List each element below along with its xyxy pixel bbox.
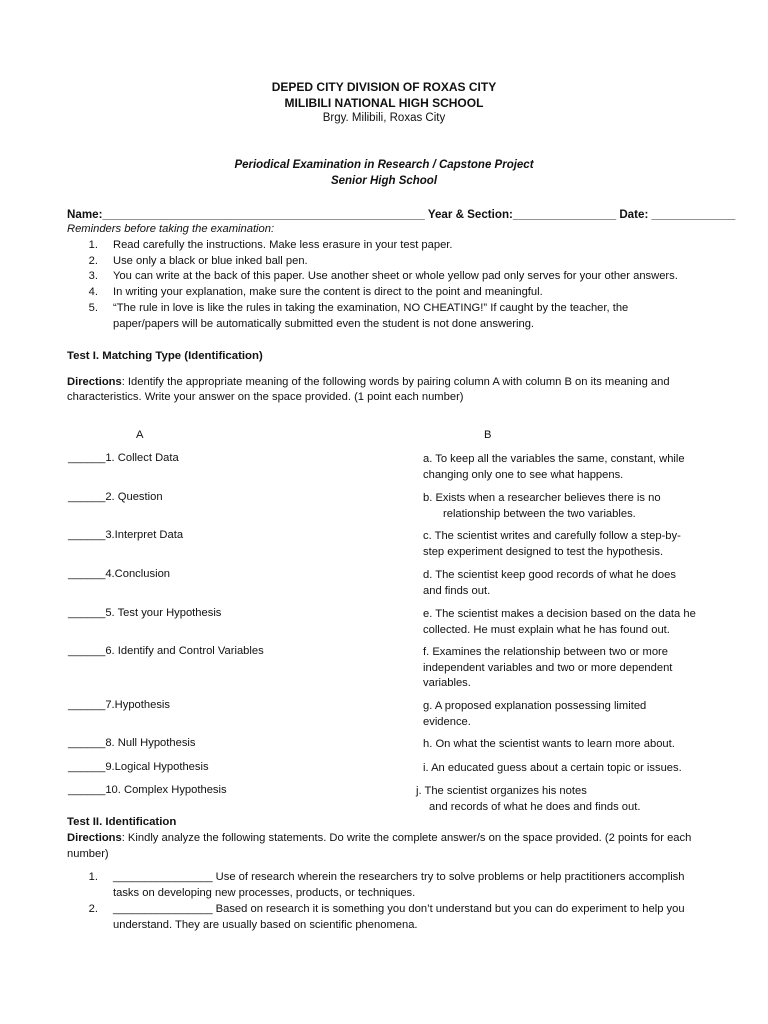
matching-item-a[interactable]: ______7.Hypothesis [68, 699, 171, 711]
matching-item-b [416, 784, 716, 815]
reminder-item: “The rule in love is like the rules in taking the examination, NO CHEATING!” If caught by the teacher, the [113, 302, 629, 314]
test2-directions-cont: number) [67, 848, 109, 860]
reminder-item-continuation: paper/papers will be automatically submitted even the student is not done answering. [113, 318, 535, 330]
reminder-item: Read carefully the instructions. Make less erasure in your test paper. [113, 239, 453, 251]
info-line [67, 208, 735, 221]
matching-item-b-line: b. Exists when a researcher believes there is no [423, 492, 661, 504]
reminder-item: In writing your explanation, make sure the content is direct to the point and meaningful. [113, 286, 543, 298]
matching-item-b-line: e. The scientist makes a decision based on the data he [423, 608, 696, 620]
directions-text: : Kindly analyze the following statements. Do write the complete answer/s on the space provided. (2 points for each [121, 832, 692, 844]
school-heading: MILIBILI NATIONAL HIGH SCHOOL [284, 96, 484, 110]
reminder-item: Use only a black or blue inked ball pen. [113, 255, 308, 267]
matching-item-b-line: independent variables and two or more dependent [423, 661, 673, 674]
matching-item-b [423, 607, 723, 638]
matching-item-a[interactable]: ______3.Interpret Data [68, 529, 184, 541]
exam-level: Senior High School [330, 175, 438, 187]
name-field[interactable]: Name:__________________________________________________ [67, 208, 425, 221]
matching-item-a[interactable]: ______6. Identify and Control Variables [68, 645, 264, 657]
matching-item-a[interactable]: ______10. Complex Hypothesis [68, 784, 227, 796]
matching-item-b-line: relationship between the two variables. [443, 507, 636, 520]
column-b-heading: B [484, 429, 492, 441]
identification-item-cont: tasks on developing new processes, products, or techniques. [113, 887, 416, 899]
matching-item-b [423, 529, 723, 560]
matching-item-a[interactable]: ______4.Conclusion [68, 568, 171, 580]
matching-item-b-line: f. Examines the relationship between two or more [423, 646, 669, 658]
directions-text: : Identify the appropriate meaning of the following words by pairing column A with column B on its meaning and [121, 376, 670, 388]
matching-item-b [423, 645, 723, 692]
matching-item-b-line: collected. He must explain what he has found out. [423, 623, 670, 636]
test2-directions [67, 832, 691, 844]
identification-number: 2. [88, 903, 98, 915]
matching-item-b-line: h. On what the scientist wants to learn more about. [423, 738, 675, 750]
matching-item-b-line: step experiment designed to test the hypothesis. [423, 545, 664, 558]
matching-item-b [423, 761, 723, 777]
matching-item-b-line: and records of what he does and finds out. [429, 800, 641, 813]
matching-item-b [423, 737, 723, 753]
reminder-number: 3. [88, 270, 98, 282]
matching-item-b-line: variables. [423, 677, 471, 689]
test1-directions [67, 376, 670, 388]
column-a-heading: A [136, 429, 144, 441]
matching-item-b-line: evidence. [423, 715, 471, 728]
school-address: Brgy. Milibili, Roxas City [322, 112, 446, 124]
matching-item-b-line: i. An educated guess about a certain topic or issues. [423, 762, 682, 774]
division-heading: DEPED CITY DIVISION OF ROXAS CITY [271, 80, 497, 94]
matching-item-b [423, 452, 723, 483]
test1-title: Test I. Matching Type (Identification) [67, 350, 263, 362]
matching-item-b-line: g. A proposed explanation possessing limited [423, 700, 647, 712]
matching-item-b-line: d. The scientist keep good records of what he does [423, 569, 676, 581]
identification-item[interactable]: ________________ Use of research wherein the researchers try to solve problems or help practitioners accomplish [113, 871, 685, 883]
reminder-number: 5. [88, 302, 98, 314]
reminder-item: You can write at the back of this paper. Use another sheet or whole yellow pad only serves for your other answers. [113, 270, 678, 282]
directions-label: Directions [67, 376, 122, 388]
matching-item-b-line: a. To keep all the variables the same, constant, while [423, 453, 685, 465]
matching-item-a[interactable]: ______1. Collect Data [68, 452, 179, 464]
reminder-number: 4. [88, 286, 98, 298]
reminder-number: 1. [88, 239, 98, 251]
exam-title: Periodical Examination in Research / Capstone Project [234, 159, 534, 171]
test1-directions-cont: characteristics. Write your answer on the space provided. (1 point each number) [67, 391, 464, 403]
matching-item-a[interactable]: ______5. Test your Hypothesis [68, 607, 222, 619]
test2-title: Test II. Identification [67, 816, 177, 828]
directions-label: Directions [67, 832, 122, 844]
matching-item-b-line: j. The scientist organizes his notes [416, 785, 587, 797]
matching-item-a[interactable]: ______2. Question [68, 491, 163, 503]
matching-item-b [423, 568, 723, 599]
matching-item-b-line: changing only one to see what happens. [423, 468, 624, 481]
identification-number: 1. [88, 871, 98, 883]
identification-item[interactable]: ________________ Based on research it is something you don’t understand but you can do experiment to help you [113, 903, 685, 915]
matching-item-b [423, 699, 723, 730]
identification-item-cont: understand. They are usually based on scientific phenomena. [113, 919, 418, 931]
reminders-title: Reminders before taking the examination: [67, 223, 275, 235]
matching-item-b-line: c. The scientist writes and carefully follow a step-by- [423, 530, 681, 542]
matching-item-a[interactable]: ______8. Null Hypothesis [68, 737, 196, 749]
year-section-field[interactable]: Year & Section:________________ [427, 208, 617, 221]
reminder-number: 2. [88, 255, 98, 267]
matching-item-b-line: and finds out. [423, 584, 491, 597]
matching-item-a[interactable]: ______9.Logical Hypothesis [68, 761, 209, 773]
date-field[interactable]: Date: _____________ [619, 208, 736, 221]
matching-item-b [423, 491, 723, 522]
